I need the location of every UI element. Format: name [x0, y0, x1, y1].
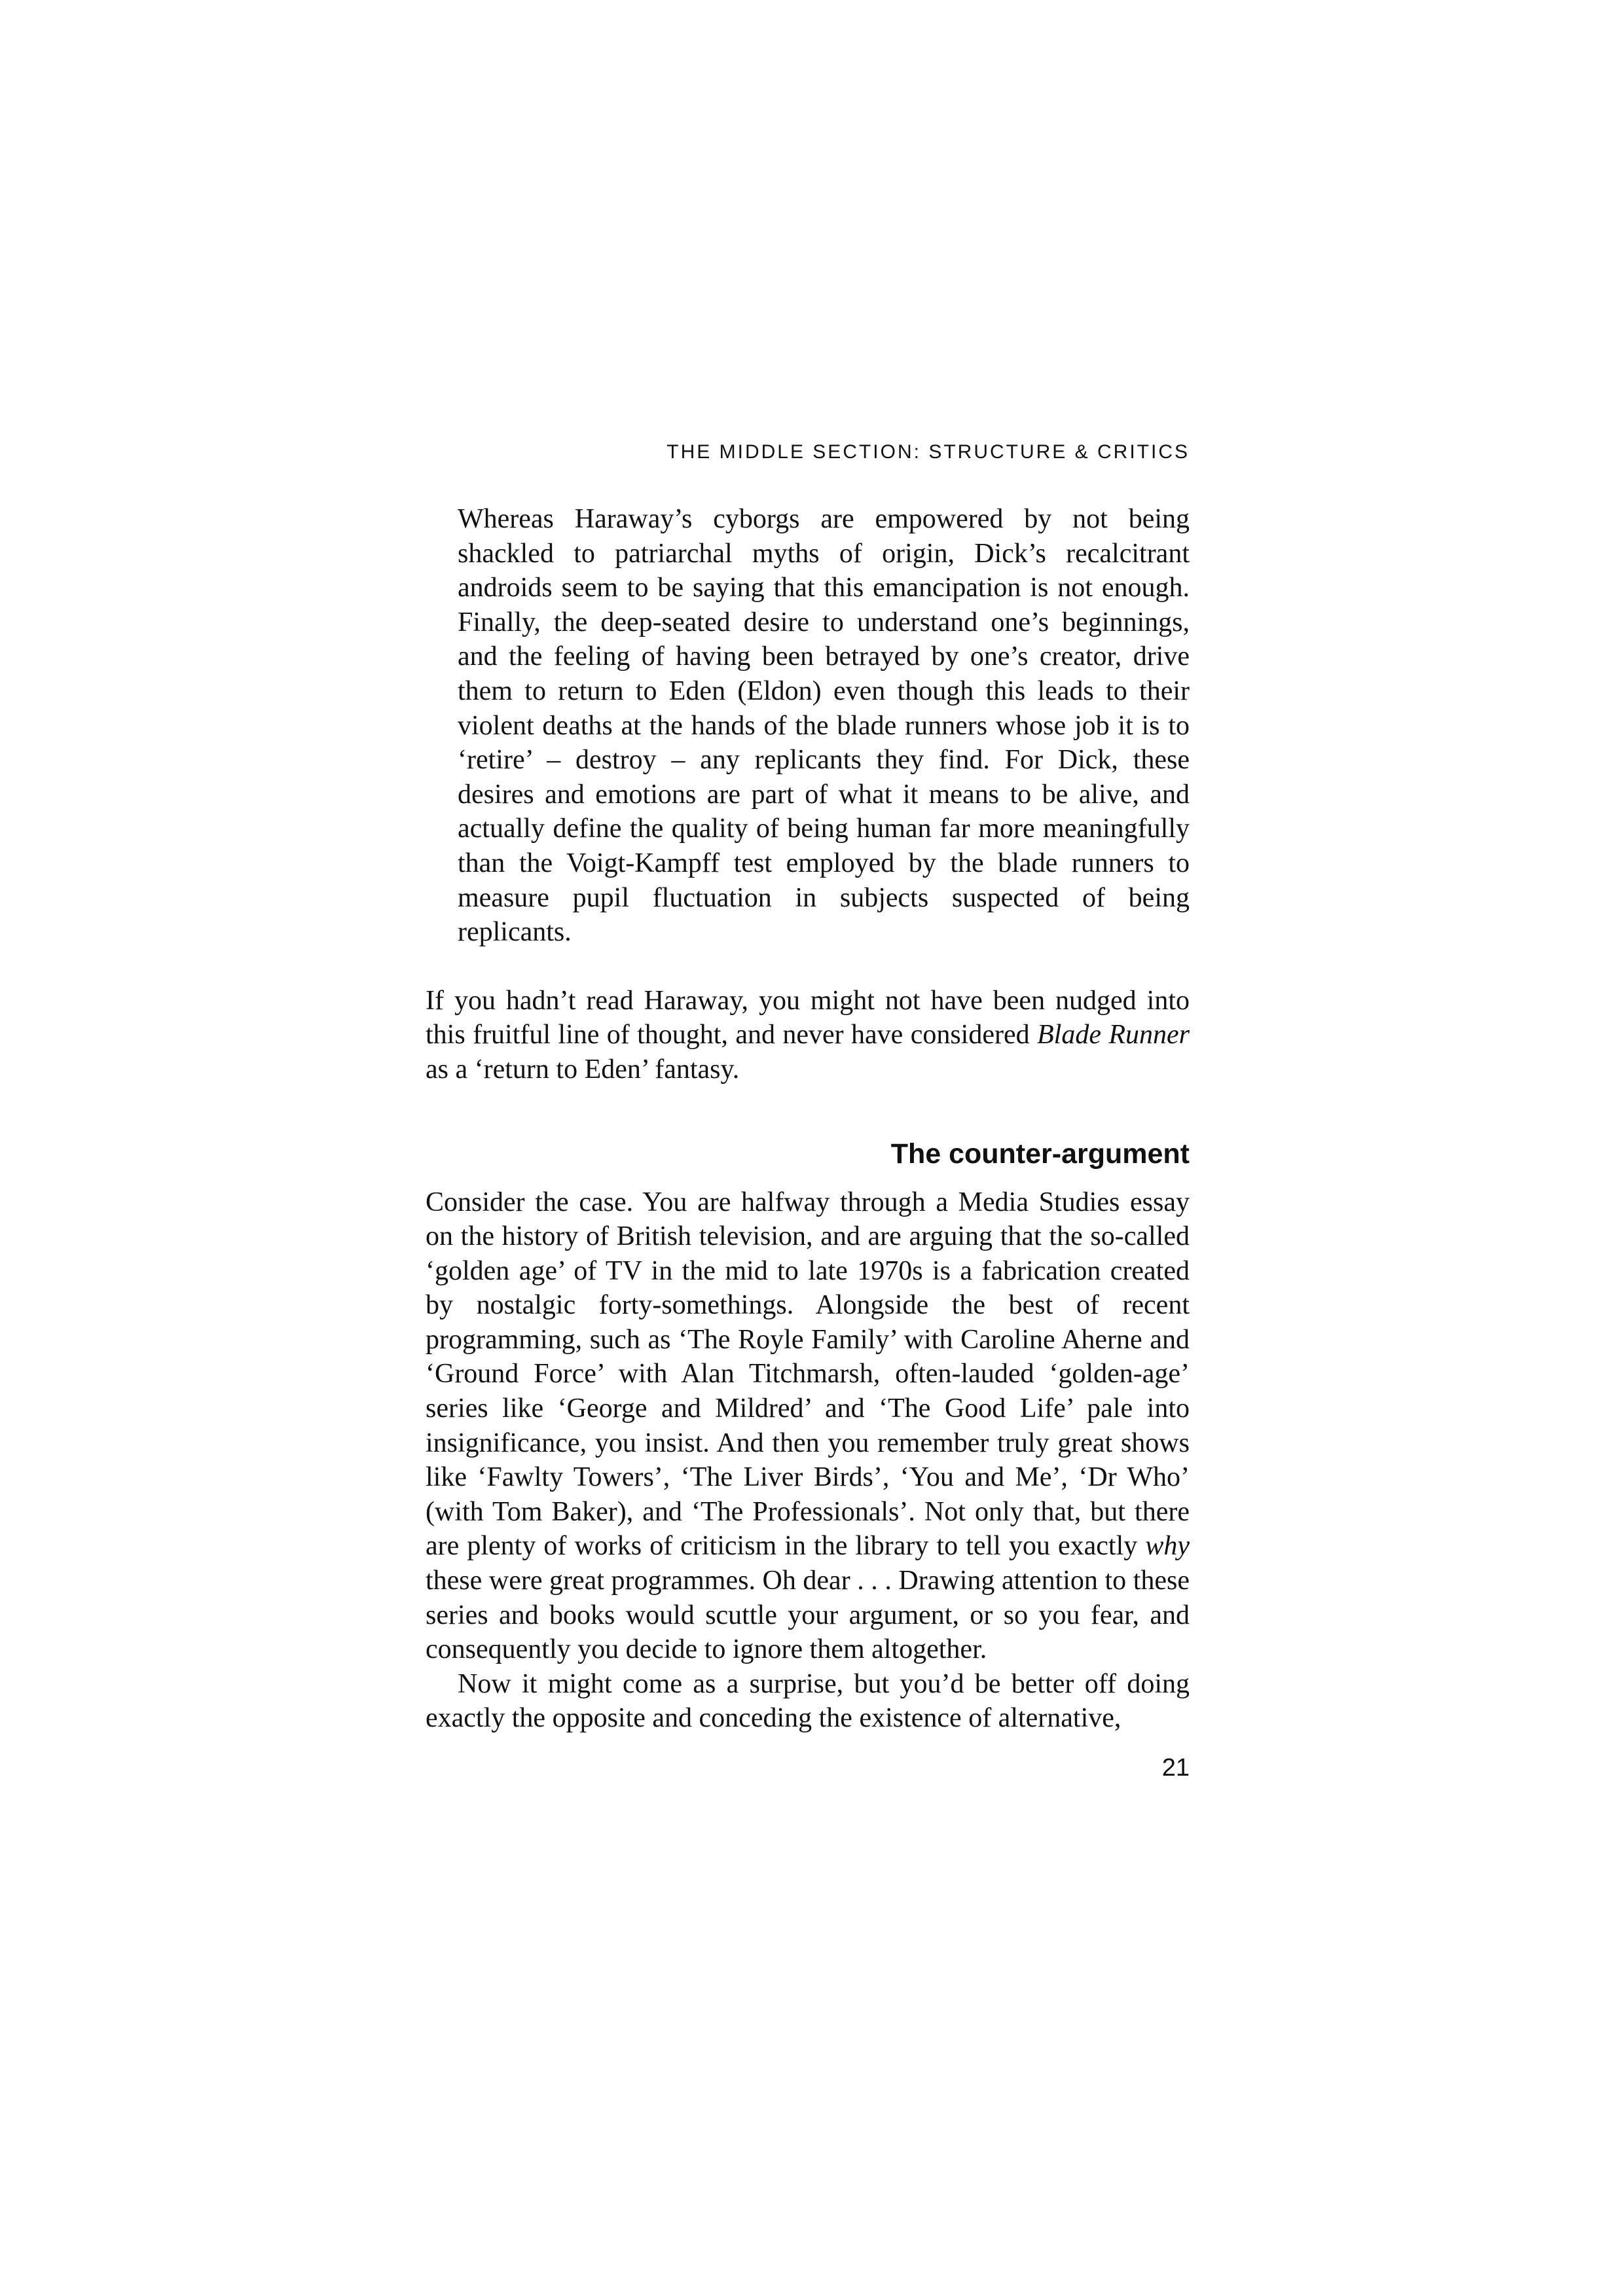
- paragraph-consider-text-start: Consider the case. You are halfway through a Media Studies essay on the history of British television, and are arguing that the so-called ‘golden age’ of TV in the mid to late 1970s is a fabrication created by nostalgic forty-somethings. Alongside the best of recent programming, such as ‘The Royle Family’ with Caroline Aherne and ‘Ground Force’ with Alan Titchmarsh, often-lauded ‘golden-age’ series like ‘George and Mildred’ and ‘The Good Life’ pale into insignificance, you insist. And then you remember truly great shows like ‘Fawlty Towers’, ‘The Liver Birds’, ‘You and Me’, ‘Dr Who’ (with Tom Baker), and ‘The Professionals’. Not only that, but there are plenty of works of criticism in the library to tell you exactly: [426, 1187, 1190, 1562]
- paragraph-haraway-text-end: as a ‘return to Eden’ fantasy.: [426, 1054, 740, 1085]
- italic-word-why: why: [1145, 1531, 1190, 1562]
- paragraph-surprise: Now it might come as a surprise, but you’d be better off doing exactly the opposite and conceding the existence of alternative,: [426, 1668, 1190, 1734]
- paragraph-consider-the-case: [426, 1185, 1190, 1667]
- main-text: [426, 502, 1190, 1736]
- section-heading: The counter-argument: [890, 1138, 1190, 1170]
- paragraph-haraway: [426, 984, 1190, 1087]
- italic-title-blade-runner: Blade Runner: [1037, 1020, 1190, 1050]
- page-number: 21: [1161, 1754, 1190, 1782]
- paragraph-consider-text-end: these were great programmes. Oh dear . . . Drawing attention to these series and books would scuttle your argument, or so you fear, and consequently you decide to ignore them altogether.: [426, 1566, 1190, 1665]
- block-quote: Whereas Haraway’s cyborgs are empowered by not being shackled to patriarchal myths of origin, Dick’s recalcitrant androids seem to be saying that this emancipation is not enough. Finally, the deep-seated desire to understand one’s beginnings, and the feeling of having been betrayed by one’s creator, drive them to return to Eden (Eldon) even though this leads to their violent deaths at the hands of the blade runners whose job it is to ‘retire’ – destroy – any replicants they find. For Dick, these desires and emotions are part of what it means to be alive, and actually define the quality of being human far more meaningfully than the Voigt-Kampff test employed by the blade runners to measure pupil fluctuation in subjects suspected of being replicants.: [458, 504, 1190, 948]
- paragraph-haraway-text-start: If you hadn’t read Haraway, you might not have been nudged into this fruitful line of thought, and never have considered: [426, 985, 1190, 1050]
- running-head: THE MIDDLE SECTION: STRUCTURE & CRITICS: [666, 441, 1190, 463]
